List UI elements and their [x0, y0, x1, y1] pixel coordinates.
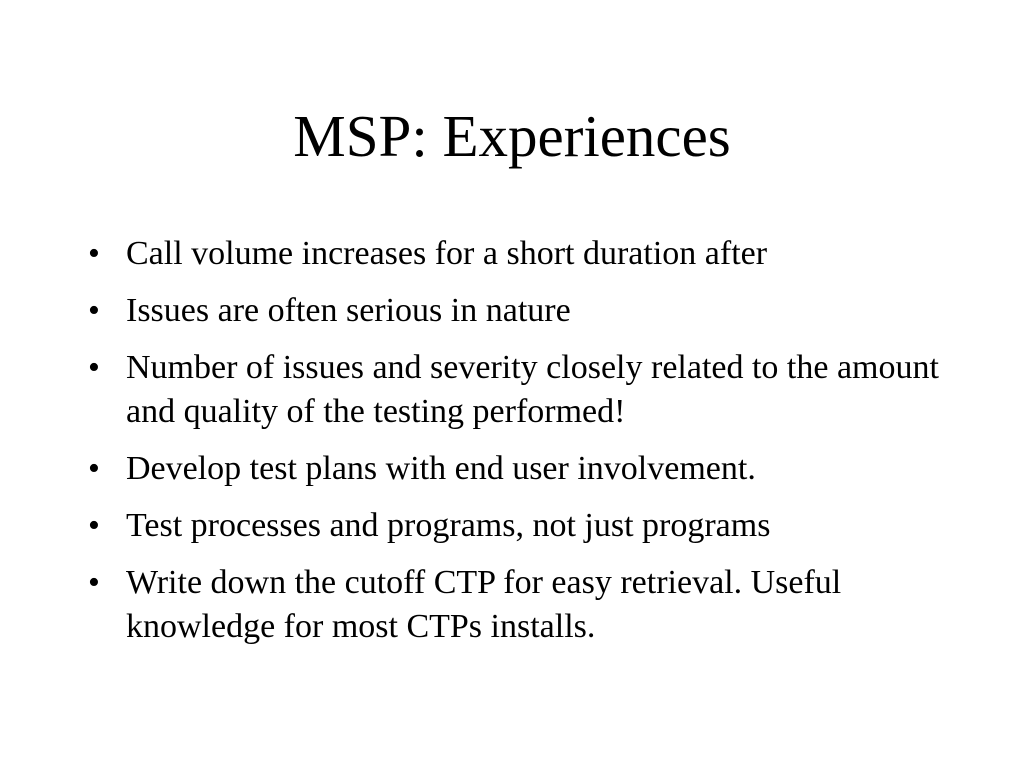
bullet-text: Call volume increases for a short duration after	[126, 235, 768, 272]
bullet-icon: •	[88, 564, 100, 601]
bullet-item	[84, 232, 944, 276]
bullet-text: Develop test plans with end user involvement.	[126, 450, 756, 487]
bullet-item	[84, 447, 944, 491]
bullet-icon: •	[88, 235, 100, 272]
bullet-text: Test processes and programs, not just programs	[126, 507, 771, 544]
bullet-item	[84, 289, 944, 333]
bullet-icon: •	[88, 507, 100, 544]
slide-title: MSP: Experiences	[293, 103, 731, 169]
bullet-icon: •	[88, 349, 100, 386]
bullet-list	[84, 232, 944, 662]
bullet-item	[84, 346, 944, 434]
bullet-text: Issues are often serious in nature	[126, 292, 571, 329]
bullet-text: Write down the cutoff CTP for easy retrieval. Useful knowledge for most CTPs installs.	[126, 564, 842, 645]
bullet-item	[84, 504, 944, 548]
bullet-item	[84, 561, 944, 649]
bullet-icon: •	[88, 292, 100, 329]
bullet-text: Number of issues and severity closely related to the amount and quality of the testing performed!	[126, 349, 939, 430]
bullet-icon: •	[88, 450, 100, 487]
